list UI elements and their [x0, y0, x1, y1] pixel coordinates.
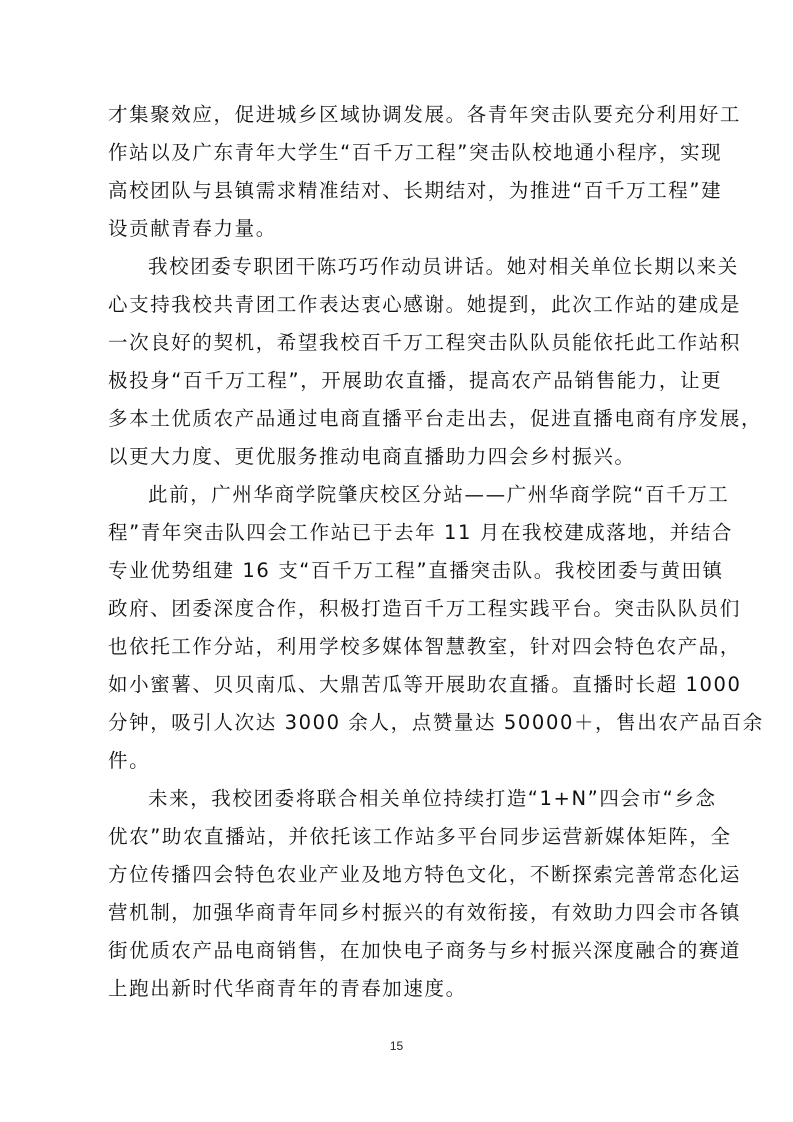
- text-line: 营机制，加强华商青年同乡村振兴的有效衔接，有效助力四会市各镇: [108, 901, 742, 924]
- text-line: 心支持我校共青团工作表达衷心感谢。她提到，此次工作站的建成是: [108, 293, 742, 316]
- text-line: 政府、团委深度合作，积极打造百千万工程实践平台。突击队队员们: [108, 597, 742, 620]
- text-line: 我校团委专职团干陈巧巧作动员讲话。她对相关单位长期以来关: [148, 255, 739, 278]
- text-line: 才集聚效应，促进城乡区域协调发展。各青年突击队要充分利用好工: [108, 103, 742, 126]
- text-line: 未来，我校团委将联合相关单位持续打造“1+N”四会市“乡念: [148, 787, 717, 810]
- text-line: 以更大力度、更优服务推动电商直播助力四会乡村振兴。: [108, 445, 636, 468]
- text-line: 高校团队与县镇需求精准结对、长期结对，为推进“百千万工程”建: [108, 179, 723, 202]
- text-line: 方位传播四会特色农业产业及地方特色文化，不断探索完善常态化运: [108, 863, 742, 886]
- text-line: 设贡献青春力量。: [108, 217, 277, 240]
- text-line: 专业优势组建 16 支“百千万工程”直播突击队。我校团委与黄田镇: [108, 559, 724, 582]
- text-line: 程”青年突击队四会工作站已于去年 11 月在我校建成落地，并结合: [108, 521, 734, 544]
- text-line: 多本土优质农产品通过电商直播平台走出去，促进直播电商有序发展，: [108, 407, 763, 430]
- page-number: 15: [389, 1039, 404, 1053]
- text-line: 极投身“百千万工程”，开展助农直播，提高农产品销售能力，让更: [108, 369, 723, 392]
- text-line: 街优质农产品电商销售，在加快电子商务与乡村振兴深度融合的赛道: [108, 939, 742, 962]
- text-line: 此前，广州华商学院肇庆校区分站——广州华商学院“百千万工: [148, 483, 730, 506]
- text-line: 作站以及广东青年大学生“百千万工程”突击队校地通小程序，实现: [108, 141, 723, 164]
- text-line: 上跑出新时代华商青年的青春加速度。: [108, 977, 467, 1000]
- text-line: 一次良好的契机，希望我校百千万工程突击队队员能依托此工作站积: [108, 331, 742, 354]
- text-line: 优农”助农直播站，并依托该工作站多平台同步运营新媒体矩阵，全: [108, 825, 732, 848]
- text-line: 如小蜜薯、贝贝南瓜、大鼎苦瓜等开展助农直播。直播时长超 1000: [108, 673, 742, 696]
- text-line: 也依托工作分站，利用学校多媒体智慧教室，针对四会特色农产品，: [108, 635, 742, 658]
- text-line: 件。: [108, 749, 151, 772]
- text-line: 分钟，吸引人次达 3000 余人，点赞量达 50000＋，售出农产品百余: [108, 711, 764, 734]
